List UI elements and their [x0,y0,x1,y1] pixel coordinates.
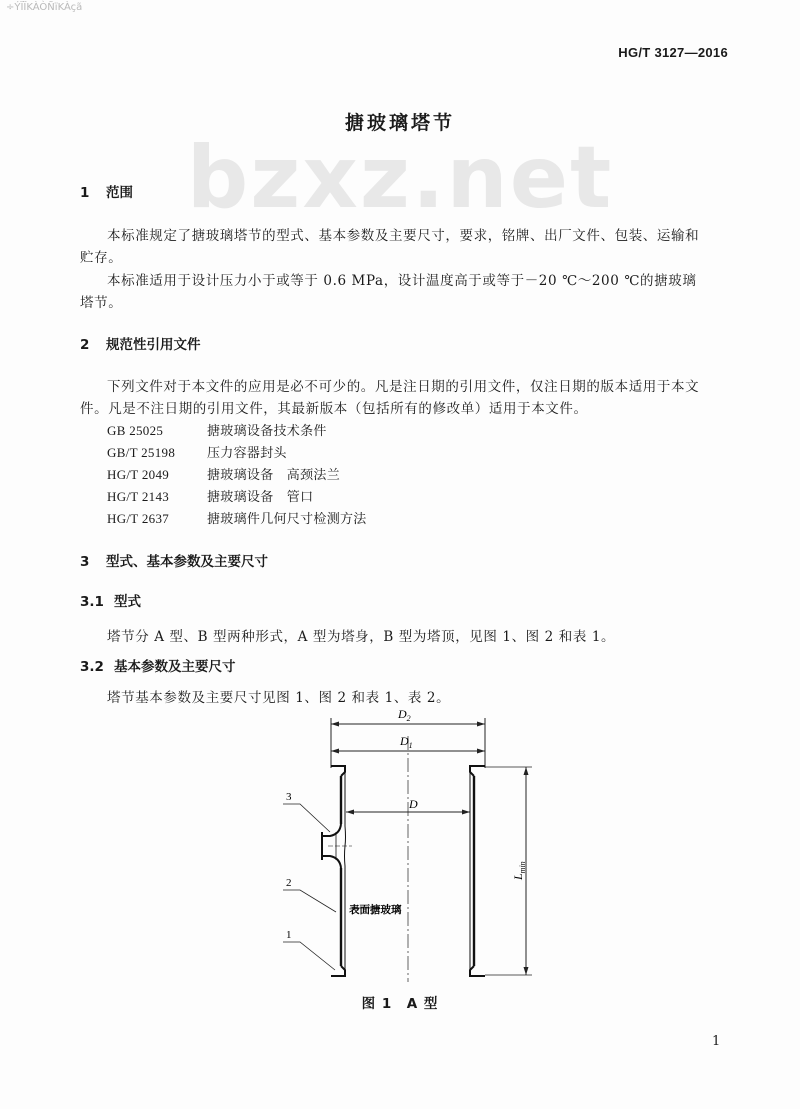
reference-title: 搪玻璃设备 管口 [207,490,314,505]
section-3-1-number: 3.1 [80,594,104,610]
nozzle-lower [322,856,341,868]
reference-code: GB 25025 [107,423,164,438]
top-flange-left [331,766,345,776]
section-1-title: 范围 [106,185,133,201]
label-d1: $D_1$ [400,734,413,750]
reference-title: 压力容器封头 [207,446,287,461]
section-3-1-text: 塔节分 A 型、B 型两种形式，A 型为塔身，B 型为塔顶，见图 1、图 2 和表 1。 [107,629,616,645]
leader-line-3 [283,804,330,832]
reference-code: GB/T 25198 [107,445,176,460]
page-number: 1 [712,1034,721,1049]
arrowhead [524,767,529,775]
section-3-2-text: 塔节基本参数及主要尺寸见图 1、图 2 和表 1、表 2。 [107,690,451,706]
standard-number: HG/T 3127—2016 [618,45,728,60]
label-d: D [409,797,418,811]
arrowhead [331,722,339,727]
section-1-para-1-line-1: 本标准规定了搪玻璃塔节的型式、基本参数及主要尺寸，要求，铭牌、出厂文件、包装、运输和 [107,228,700,244]
callout-1: 1 [286,929,292,941]
section-3-2-title: 基本参数及主要尺寸 [114,659,236,675]
reference-code: HG/T 2143 [107,489,170,504]
surface-enamel-label: 表面搪玻璃 [349,904,402,916]
section-3-title: 型式、基本参数及主要尺寸 [106,554,268,570]
bottom-flange-right [470,966,485,976]
section-3-1-title: 型式 [114,594,141,610]
label-l-min: $L_{min}$ [511,861,527,880]
section-2-title: 规范性引用文件 [106,337,201,353]
reference-title: 搪玻璃设备技术条件 [207,424,327,439]
bottom-flange-left [331,966,345,976]
reference-title: 搪玻璃设备 高颈法兰 [207,468,341,483]
section-2-para-line-2: 件。凡是不注日期的引用文件，其最新版本（包括所有的修改单）适用于本文件。 [80,401,588,417]
nozzle-upper [322,824,341,836]
arrowhead [477,749,485,754]
leader-line-2 [283,890,336,912]
reference-title: 搪玻璃件几何尺寸检测方法 [207,512,367,527]
section-1-para-1-line-2: 贮存。 [80,250,123,266]
section-1-para-2-line-2: 塔节。 [80,295,123,311]
leader-line-1 [283,942,335,970]
label-d2: $D_2$ [398,707,411,723]
callout-2: 2 [286,877,292,889]
arrowhead [331,749,339,754]
header-garbled-text: ÷ÝÏÏKÀÒÑïKÀçã [6,2,83,13]
section-1-number: 1 [80,185,90,201]
figure-1-caption: 图 1 A 型 [361,996,439,1012]
arrowhead [524,967,529,975]
watermark: bzxz.net [186,128,614,228]
arrowhead [477,722,485,727]
section-1-para-2-line-1: 本标准适用于设计压力小于或等于 0.6 MPa，设计温度高于或等于－20 ℃～200 ℃的搪玻璃 [107,273,697,289]
reference-code: HG/T 2049 [107,467,170,482]
callout-3: 3 [286,791,292,803]
section-3-2-number: 3.2 [80,659,104,675]
reference-code: HG/T 2637 [107,511,170,526]
arrowhead [346,810,354,815]
section-2-number: 2 [80,337,90,353]
arrowhead [462,810,470,815]
section-2-para-line-1: 下列文件对于本文件的应用是必不可少的。凡是注日期的引用文件，仅注日期的版本适用于本文 [107,379,700,395]
top-flange-right [470,766,485,776]
page-title: 搪玻璃塔节 [344,112,455,134]
section-3-number: 3 [80,554,90,570]
